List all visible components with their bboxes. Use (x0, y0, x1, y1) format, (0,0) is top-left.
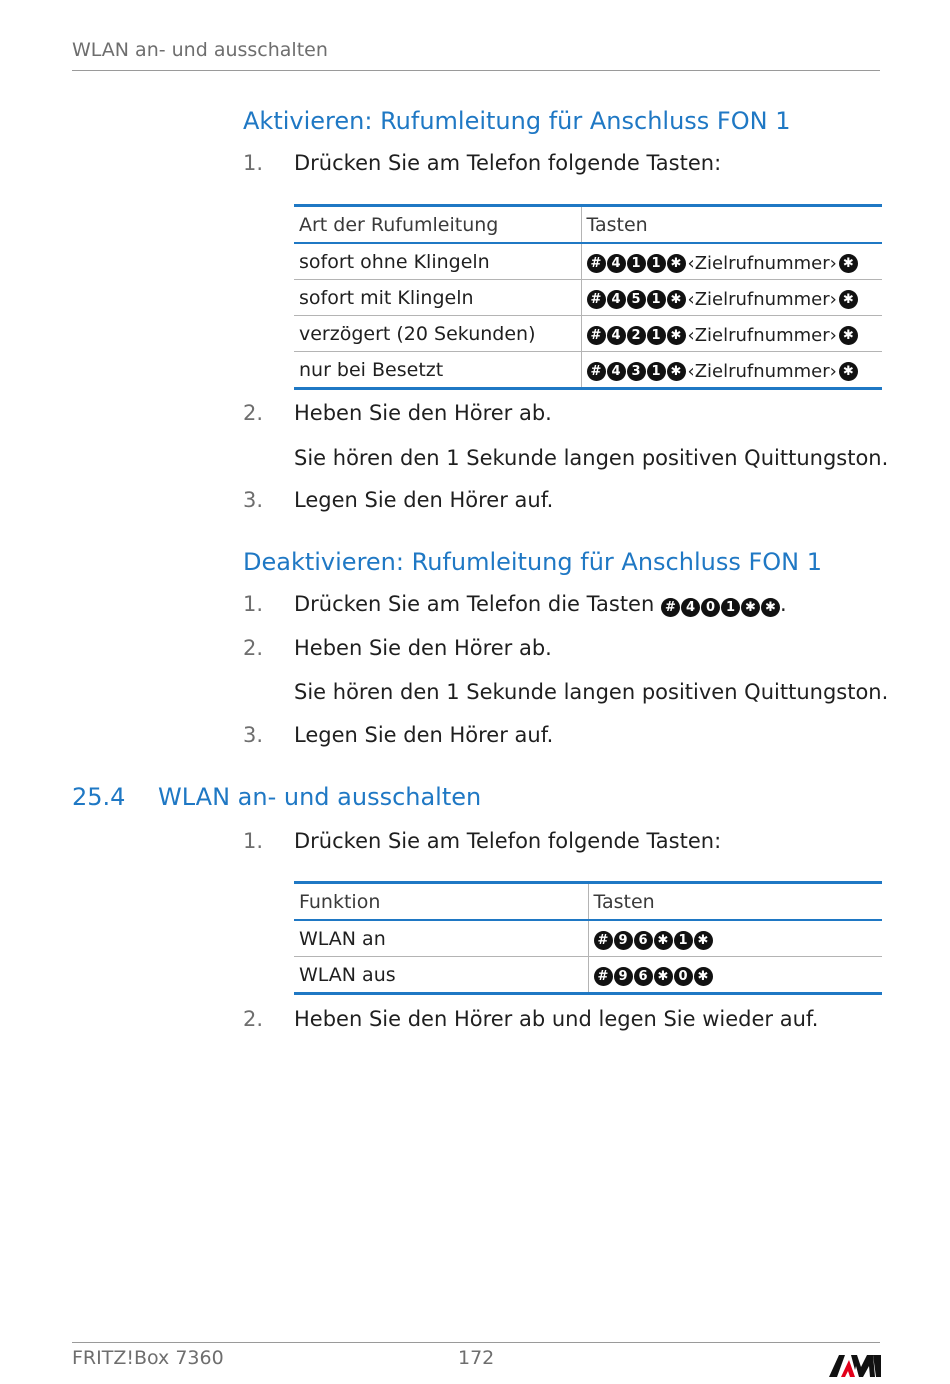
star-key-icon: ✱ (839, 326, 858, 345)
star-key-icon: ✱ (694, 967, 713, 986)
activate-step-1 (243, 151, 883, 175)
key-sequence (587, 361, 858, 382)
wlan-step-2 (243, 1007, 883, 1031)
step-text: Heben Sie den Hörer ab und legen Sie wieder auf. (294, 1007, 819, 1031)
step-number: 2. (243, 636, 264, 660)
digit-key-icon: 1 (674, 931, 693, 950)
star-key-icon: ✱ (839, 290, 858, 309)
hash-key-icon: # (661, 598, 680, 617)
step-text: Drücken Sie am Telefon die Tasten (294, 592, 655, 616)
deactivate-step-1 (243, 592, 883, 617)
chapter-number: 25.4 (72, 783, 126, 811)
forwarding-type: sofort ohne Klingeln (294, 243, 581, 280)
digit-key-icon: 1 (721, 598, 740, 617)
key-cell (581, 352, 882, 389)
deactivate-step-2 (243, 636, 883, 660)
page-number: 172 (458, 1347, 495, 1369)
star-key-icon: ✱ (839, 254, 858, 273)
star-key-icon: ✱ (741, 598, 760, 617)
digit-key-icon: 0 (674, 967, 693, 986)
digit-key-icon: 6 (634, 931, 653, 950)
running-title: WLAN an- und ausschalten (72, 39, 328, 61)
table-header-row (294, 883, 882, 921)
digit-key-icon: 4 (607, 254, 626, 273)
key-sequence (594, 967, 713, 986)
key-sequence (587, 253, 858, 274)
step-number: 1. (243, 151, 264, 175)
function-label: WLAN aus (299, 963, 396, 986)
footer-product: FRITZ!Box 7360 (72, 1347, 224, 1369)
step-text: Drücken Sie am Telefon folgende Tasten: (294, 151, 722, 175)
star-key-icon: ✱ (667, 254, 686, 273)
table-header-type: Art der Rufumleitung (294, 206, 581, 244)
step-text: Heben Sie den Hörer ab. (294, 401, 552, 425)
hash-key-icon: # (587, 326, 606, 345)
key-cell (581, 316, 882, 352)
key-sequence (587, 289, 858, 310)
header-rule (72, 70, 880, 71)
table-header-keys: Tasten (588, 883, 882, 921)
target-number-placeholder: ‹Zielrufnummer› (687, 324, 837, 346)
footer-rule (72, 1342, 880, 1343)
digit-key-icon: 1 (647, 290, 666, 309)
hash-key-icon: # (587, 362, 606, 381)
step-number: 3. (243, 723, 264, 747)
key-cell (581, 280, 882, 316)
step-number: 2. (243, 1007, 264, 1031)
key-sequence (587, 325, 858, 346)
digit-key-icon: 4 (681, 598, 700, 617)
sentence-end: . (779, 592, 787, 616)
key-cell (588, 920, 882, 957)
star-key-icon: ✱ (654, 931, 673, 950)
table-row (294, 352, 882, 389)
activate-note: Sie hören den 1 Sekunde langen positiven Quittungston. (294, 446, 889, 470)
digit-key-icon: 1 (647, 326, 666, 345)
star-key-icon: ✱ (667, 326, 686, 345)
table-row (294, 316, 882, 352)
star-key-icon: ✱ (694, 931, 713, 950)
digit-key-icon: 6 (634, 967, 653, 986)
digit-key-icon: 9 (614, 931, 633, 950)
step-text: Legen Sie den Hörer auf. (294, 723, 554, 747)
forwarding-table (294, 204, 882, 390)
step-text: Legen Sie den Hörer auf. (294, 488, 554, 512)
star-key-icon: ✱ (839, 362, 858, 381)
section-title-deactivate: Deaktivieren: Rufumleitung für Anschluss FON 1 (243, 548, 822, 576)
wlan-table (294, 881, 882, 995)
table-header-row (294, 206, 882, 244)
hash-key-icon: # (587, 290, 606, 309)
step-number: 1. (243, 829, 264, 853)
forwarding-type: verzögert (20 Sekunden) (294, 316, 581, 352)
hash-key-icon: # (587, 254, 606, 273)
table-row (294, 957, 882, 994)
digit-key-icon: 5 (627, 290, 646, 309)
digit-key-icon: 1 (647, 362, 666, 381)
table-header-function: Funktion (294, 883, 588, 921)
step-text: Heben Sie den Hörer ab. (294, 636, 552, 660)
chapter-title: WLAN an- und ausschalten (158, 783, 482, 811)
deactivate-note: Sie hören den 1 Sekunde langen positiven Quittungston. (294, 680, 889, 704)
activate-step-2 (243, 401, 883, 425)
digit-key-icon: 1 (647, 254, 666, 273)
forwarding-type: sofort mit Klingeln (294, 280, 581, 316)
key-cell (588, 957, 882, 994)
step-number: 2. (243, 401, 264, 425)
target-number-placeholder: ‹Zielrufnummer› (687, 360, 837, 382)
step-number: 3. (243, 488, 264, 512)
forwarding-type: nur bei Besetzt (299, 358, 444, 381)
digit-key-icon: 4 (607, 362, 626, 381)
digit-key-icon: 1 (627, 254, 646, 273)
function-label: WLAN an (294, 920, 588, 957)
table-header-keys: Tasten (581, 206, 882, 244)
hash-key-icon: # (594, 967, 613, 986)
deactivate-step-3 (243, 723, 883, 747)
table-row (294, 280, 882, 316)
digit-key-icon: 9 (614, 967, 633, 986)
star-key-icon: ✱ (761, 598, 780, 617)
star-key-icon: ✱ (667, 290, 686, 309)
digit-key-icon: 0 (701, 598, 720, 617)
target-number-placeholder: ‹Zielrufnummer› (687, 252, 837, 274)
activate-step-3 (243, 488, 883, 512)
hash-key-icon: # (594, 931, 613, 950)
key-sequence (661, 598, 780, 617)
key-sequence (594, 931, 713, 950)
digit-key-icon: 4 (607, 290, 626, 309)
star-key-icon: ✱ (667, 362, 686, 381)
digit-key-icon: 2 (627, 326, 646, 345)
star-key-icon: ✱ (654, 967, 673, 986)
digit-key-icon: 3 (627, 362, 646, 381)
wlan-step-1 (243, 829, 883, 853)
key-cell (581, 243, 882, 280)
step-number: 1. (243, 592, 264, 616)
section-title-activate: Aktivieren: Rufumleitung für Anschluss FON 1 (243, 107, 791, 135)
avm-logo (829, 1350, 881, 1378)
target-number-placeholder: ‹Zielrufnummer› (687, 288, 837, 310)
digit-key-icon: 4 (607, 326, 626, 345)
table-row (294, 920, 882, 957)
step-text: Drücken Sie am Telefon folgende Tasten: (294, 829, 722, 853)
table-row (294, 243, 882, 280)
